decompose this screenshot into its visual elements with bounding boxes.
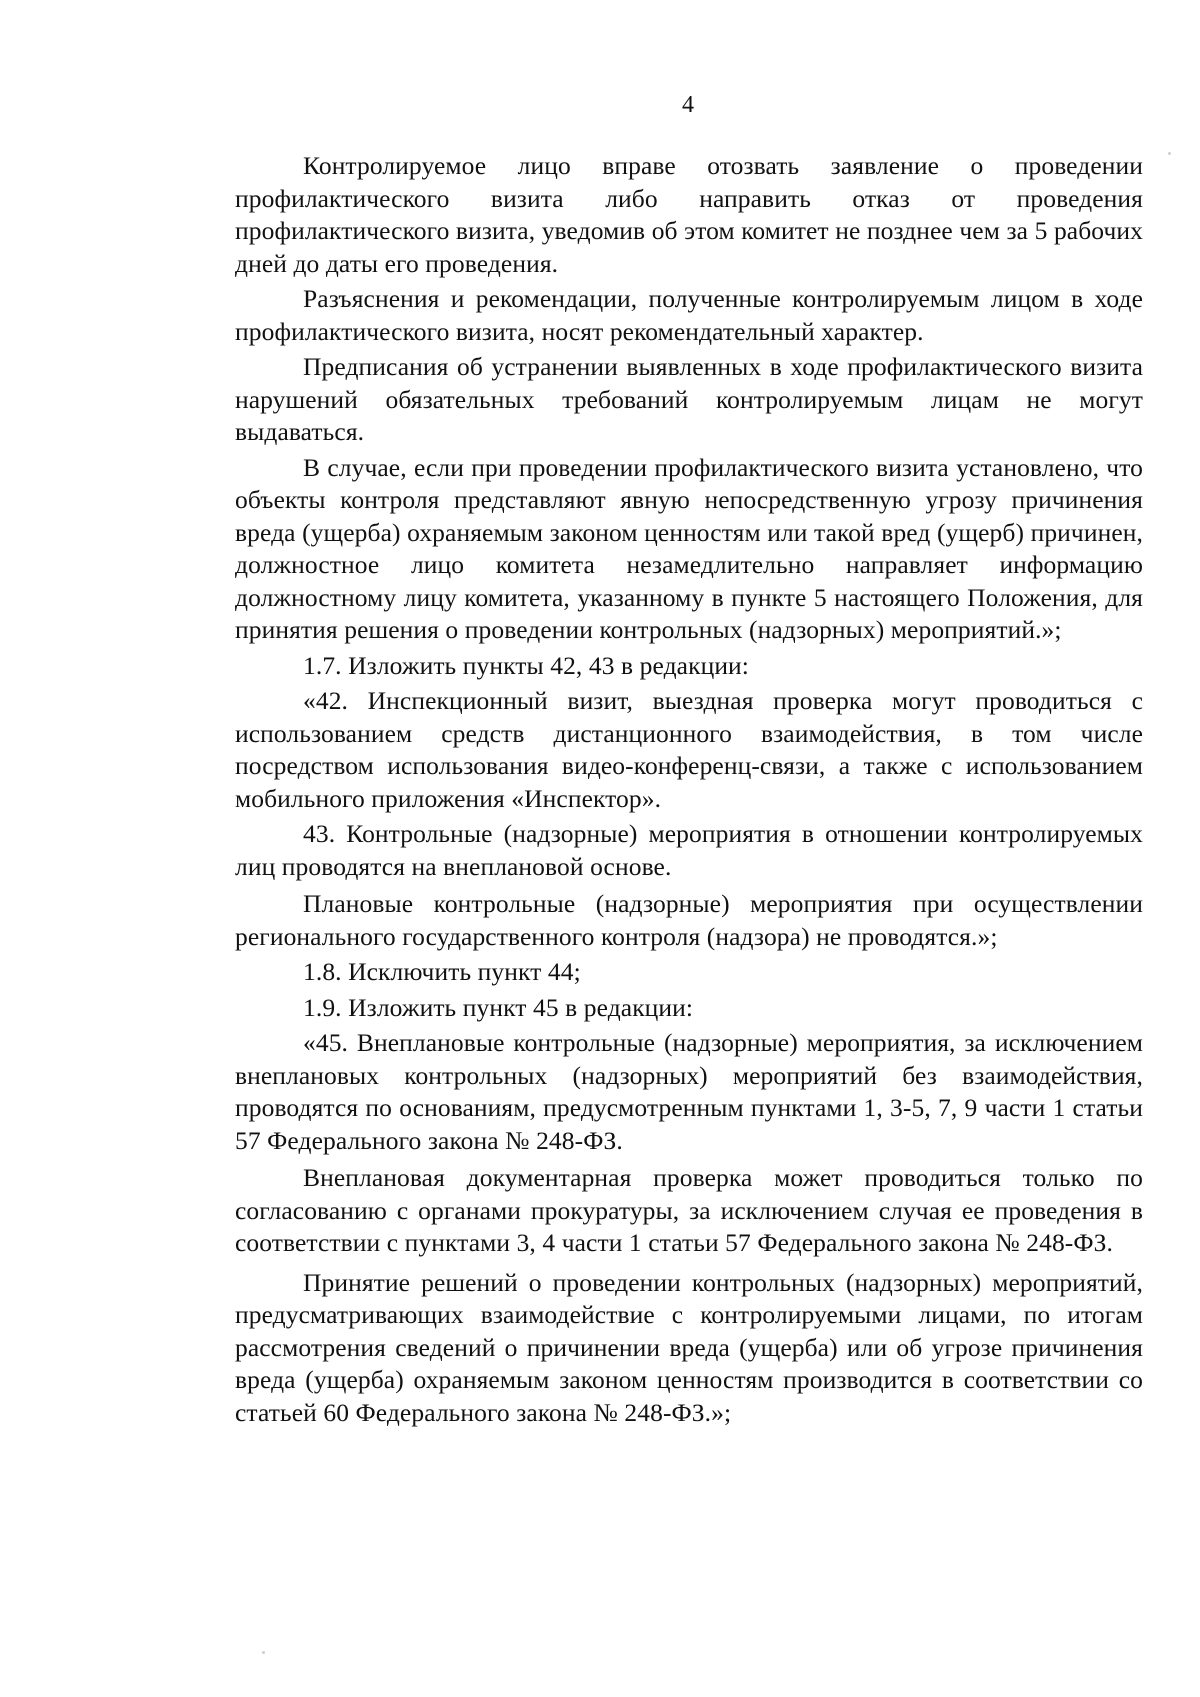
paragraph-item-1-7: 1.7. Изложить пункты 42, 43 в редакции: (303, 650, 749, 680)
page-number: 4 (682, 92, 694, 118)
document-body (235, 150, 1143, 1429)
paragraph-withdraw-application: Контролируемое лицо вправе отозвать заявление о проведении профилактического визита либо направить отказ от проведения профилактического визита, уведомив об этом комитет не позднее чем за 5 рабочих дней до даты его проведения. (235, 151, 1143, 278)
paragraph-item-1-8: 1.8. Исключить пункт 44; (303, 957, 581, 986)
scan-speck (1168, 152, 1171, 155)
paragraph-threat-case: В случае, если при проведении профилактического визита установлено, что объекты контроля представляют явную непосредственную угрозу причинения вреда (ущерба) охраняемым законом ценностям или такой вред (ущерб) причинен, должностное лицо комитета незамедлительно направляет информацию должностному лицу комитета, указанному в пункте 5 настоящего Положения, для принятия решения о проведении контрольных (надзорных) мероприятий.»; (235, 452, 1143, 644)
paragraph-prescriptions: Предписания об устранении выявленных в ходе профилактического визита нарушений обязательных требований контролируемым лицам не могут выдаваться. (235, 352, 1143, 446)
paragraph-decision-making: Принятие решений о проведении контрольных (надзорных) мероприятий, предусматривающих взаимодействие с контролируемыми лицами, по итогам рассмотрения сведений о причинении вреда (ущерба) или об угрозе причинения вреда (ущерба) охраняемым законом ценностям производится в соответствии со статьей 60 Федерального закона № 248-ФЗ.»; (235, 1267, 1143, 1427)
paragraph-point-45: «45. Внеплановые контрольные (надзорные) мероприятия, за исключением внеплановых контрольных (надзорных) мероприятий без взаимодействия, проводятся по основаниям, предусмотренным пунктами 1, 3-5, 7, 9 части 1 статьи 57 Федерального закона № 248-ФЗ. (235, 1028, 1143, 1155)
paragraph-explanations: Разъяснения и рекомендации, полученные контролируемым лицом в ходе профилактического визита, носят рекомендательный характер. (235, 284, 1143, 346)
paragraph-item-1-9: 1.9. Изложить пункт 45 в редакции: (303, 992, 694, 1022)
paragraph-planned-measures: Плановые контрольные (надзорные) мероприятия при осуществлении регионального государственного контроля (надзора) не проводятся.»; (235, 889, 1143, 951)
paragraph-point-43: 43. Контрольные (надзорные) мероприятия в отношении контролируемых лиц проводятся на внеплановой основе. (235, 819, 1143, 881)
paragraph-point-42: «42. Инспекционный визит, выездная проверка могут проводиться с использованием средств дистанционного взаимодействия, в том числе посредством использования видео-конференц-связи, а также с использованием мобильного приложения «Инспектор». (235, 686, 1143, 813)
scan-speck (262, 1651, 265, 1654)
paragraph-documentary-check: Внеплановая документарная проверка может проводиться только по согласованию с органами прокуратуры, за исключением случая ее проведения в соответствии с пунктами 3, 4 части 1 статьи 57 Федерального закона № 248-ФЗ. (235, 1163, 1143, 1257)
